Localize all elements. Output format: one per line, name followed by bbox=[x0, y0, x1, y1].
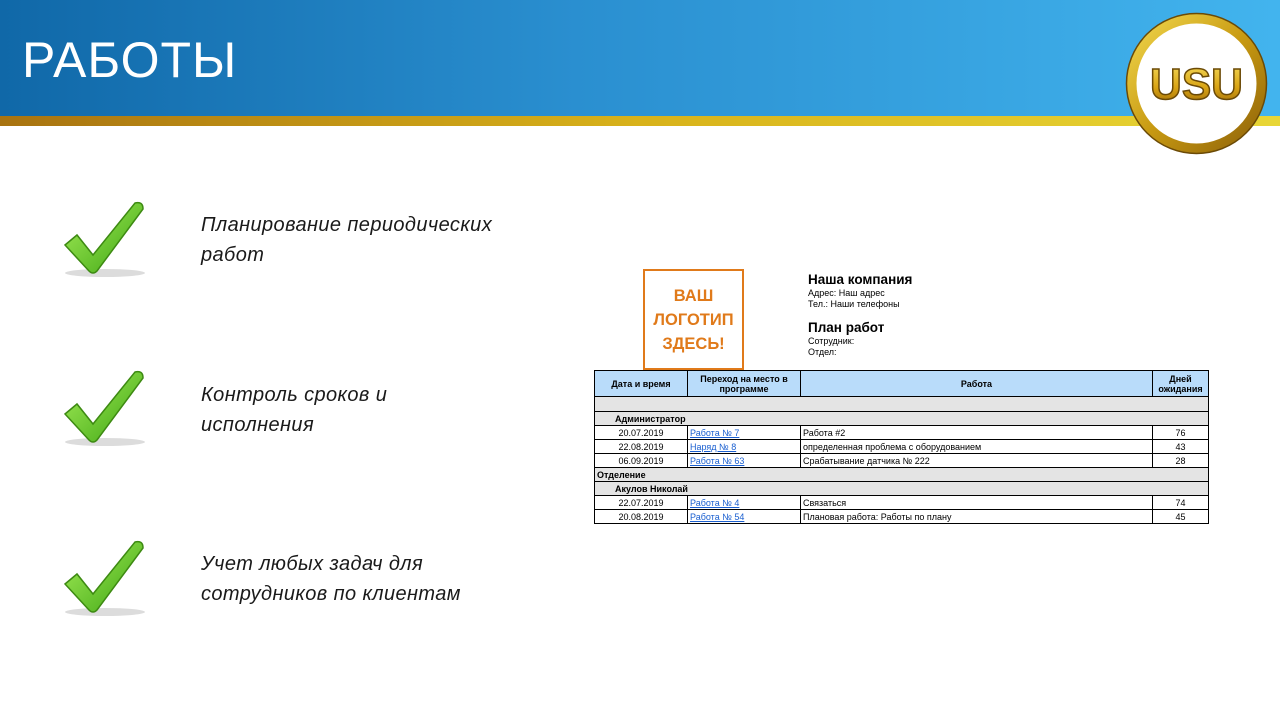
table-spacer-row bbox=[595, 397, 1209, 412]
feature-text: Контроль сроков и исполнения bbox=[201, 384, 388, 436]
work-link[interactable]: Наряд № 8 bbox=[688, 440, 801, 454]
usu-logo-text: USU bbox=[1150, 60, 1243, 109]
work-plan-table bbox=[594, 370, 1209, 524]
group-row: Акулов Николай bbox=[595, 482, 1209, 496]
plan-title: План работ bbox=[808, 320, 885, 335]
group-row: Администратор bbox=[595, 412, 1209, 426]
table-row: 20.08.2019 Работа № 54 Плановая работа: Работы по плану 45 bbox=[595, 510, 1209, 524]
page-title: РАБОТЫ bbox=[22, 32, 238, 88]
company-address: Адрес: Наш адрес bbox=[808, 288, 885, 298]
usu-logo bbox=[1125, 12, 1268, 155]
plan-employee: Сотрудник: bbox=[808, 336, 855, 346]
section-row: Отделение bbox=[595, 468, 1209, 482]
work-link[interactable]: Работа № 63 bbox=[688, 454, 801, 468]
checkmark-icon bbox=[57, 199, 149, 279]
feature-text: Учет любых задач для сотрудников по клиентам bbox=[201, 553, 461, 605]
header-divider bbox=[0, 116, 1280, 126]
work-link[interactable]: Работа № 54 bbox=[688, 510, 801, 524]
report-company-block bbox=[808, 271, 912, 309]
report-logo-placeholder: ВАШ ЛОГОТИП ЗДЕСЬ! bbox=[643, 269, 744, 370]
column-header-link: Переход на место в программе bbox=[688, 371, 801, 397]
column-header-days: Дней ожидания bbox=[1153, 371, 1209, 397]
work-link[interactable]: Работа № 7 bbox=[688, 426, 801, 440]
company-name: Наша компания bbox=[808, 272, 913, 287]
table-row: 22.07.2019 Работа № 4 Связаться 74 bbox=[595, 496, 1209, 510]
company-phone: Тел.: Наши телефоны bbox=[808, 298, 900, 309]
column-header-work: Работа bbox=[801, 371, 1153, 397]
column-header-date: Дата и время bbox=[595, 371, 688, 397]
table-row: 06.09.2019 Работа № 63 Срабатывание датчика № 222 28 bbox=[595, 454, 1209, 468]
feature-text: Планирование периодических работ bbox=[201, 214, 493, 266]
work-link[interactable]: Работа № 4 bbox=[688, 496, 801, 510]
report-plan-block bbox=[808, 319, 884, 357]
table-row: 20.07.2019 Работа № 7 Работа #2 76 bbox=[595, 426, 1209, 440]
header-banner bbox=[0, 0, 1280, 116]
checkmark-icon bbox=[57, 368, 149, 448]
table-row: 22.08.2019 Наряд № 8 определенная проблема с оборудованием 43 bbox=[595, 440, 1209, 454]
plan-department: Отдел: bbox=[808, 346, 837, 357]
checkmark-icon bbox=[57, 538, 149, 618]
